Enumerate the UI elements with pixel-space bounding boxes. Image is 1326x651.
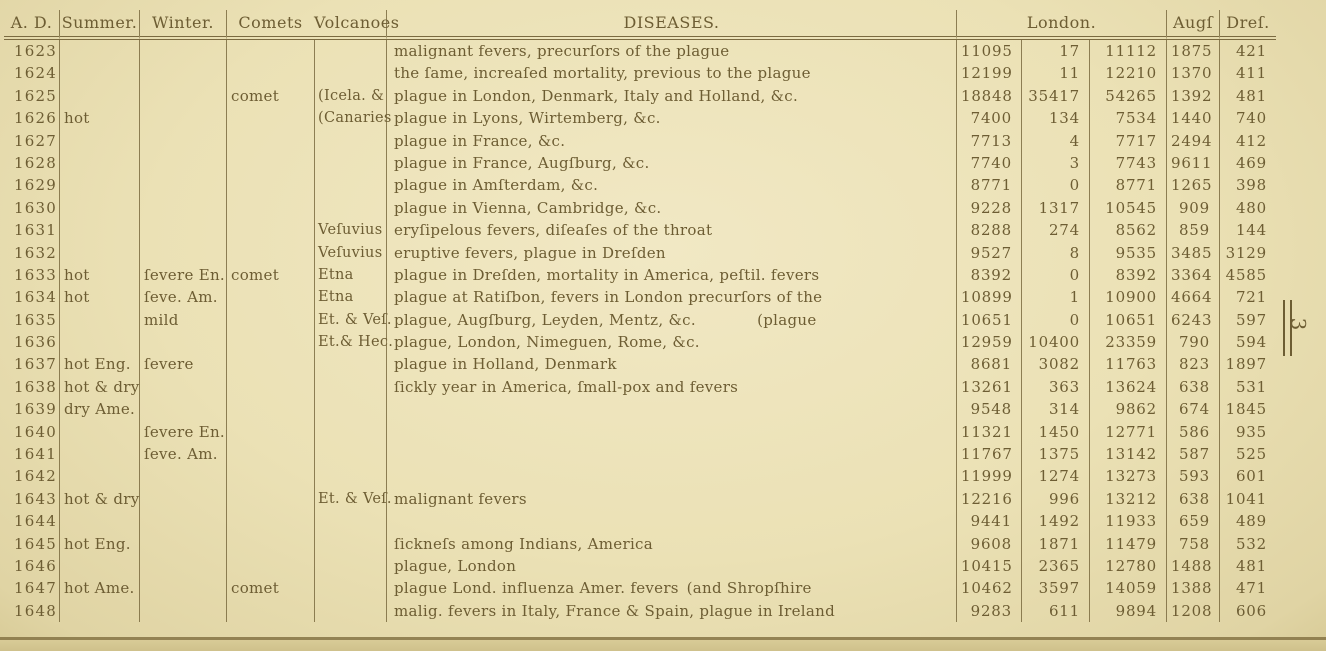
row-1638-winter <box>139 376 226 398</box>
row-1648-disease: malig. fevers in Italy, France & Spain, plague in Ireland <box>386 600 956 622</box>
row-1648-dresden: 606 <box>1219 600 1276 622</box>
row-1633-volcano: Etna <box>314 264 386 286</box>
row-1637-summer: hot Eng. <box>59 353 139 375</box>
column-header-volcanoes: Volcanoes <box>314 10 386 40</box>
row-1634-comet <box>226 286 314 308</box>
row-1631-volcano: Veſuvius <box>314 219 386 241</box>
row-1647-london-total: 14059 <box>1089 577 1166 599</box>
row-1641-augsburg: 587 <box>1166 443 1219 465</box>
row-1637-london-plague: 3082 <box>1021 353 1089 375</box>
row-1632-dresden: 3129 <box>1219 242 1276 264</box>
row-1647-volcano <box>314 577 386 599</box>
row-1636-dresden: 594 <box>1219 331 1276 353</box>
row-1645-winter <box>139 533 226 555</box>
column-header-diseases: DISEASES. <box>386 10 956 40</box>
row-1627-comet <box>226 130 314 152</box>
row-1628-london-burials: 7740 <box>956 152 1021 174</box>
row-1627-disease: plague in France, &c. <box>386 130 956 152</box>
row-1644-dresden: 489 <box>1219 510 1276 532</box>
row-1632-london-total: 9535 <box>1089 242 1166 264</box>
row-1634-year: 1634 <box>14 288 57 307</box>
row-1624-volcano <box>314 62 386 84</box>
row-1633-london-plague: 0 <box>1021 264 1089 286</box>
row-1623-dresden: 421 <box>1219 40 1276 62</box>
row-1646-london-total: 12780 <box>1089 555 1166 577</box>
row-1624-augsburg: 1370 <box>1166 62 1219 84</box>
row-1642-dresden: 601 <box>1219 465 1276 487</box>
row-1634-london-plague: 1 <box>1021 286 1089 308</box>
row-1632-comet <box>226 242 314 264</box>
column-header-summer: Summer. <box>59 10 139 40</box>
row-1632-summer <box>59 242 139 264</box>
row-1645-london-burials: 9608 <box>956 533 1021 555</box>
row-1631-winter <box>139 219 226 241</box>
row-1645-dresden: 532 <box>1219 533 1276 555</box>
row-1628-comet <box>226 152 314 174</box>
row-1643-london-total: 13212 <box>1089 488 1166 510</box>
row-1634-london-total: 10900 <box>1089 286 1166 308</box>
row-1640-disease <box>386 421 956 443</box>
row-1640-london-total: 12771 <box>1089 421 1166 443</box>
row-1648-summer <box>59 600 139 622</box>
row-1629-volcano <box>314 174 386 196</box>
row-1627-summer <box>59 130 139 152</box>
row-1628-winter <box>139 152 226 174</box>
row-1646-augsburg: 1488 <box>1166 555 1219 577</box>
row-1637-volcano <box>314 353 386 375</box>
row-1640-comet <box>226 421 314 443</box>
row-1626-comet <box>226 107 314 129</box>
row-1646-disease: plague, London <box>386 555 956 577</box>
row-1646-summer <box>59 555 139 577</box>
row-1647-augsburg: 1388 <box>1166 577 1219 599</box>
row-1639-london-burials: 9548 <box>956 398 1021 420</box>
row-1644-winter <box>139 510 226 532</box>
row-1632-volcano: Veſuvius <box>314 242 386 264</box>
row-1626-winter <box>139 107 226 129</box>
row-1647-dresden: 471 <box>1219 577 1276 599</box>
row-1639-volcano <box>314 398 386 420</box>
row-1631-disease: eryſipelous fevers, diſeaſes of the throat <box>386 219 956 241</box>
row-1644-summer <box>59 510 139 532</box>
row-1633-london-total: 8392 <box>1089 264 1166 286</box>
row-1624-london-burials: 12199 <box>956 62 1021 84</box>
row-1624-disease: the ſame, increaſed mortality, previous to the plague <box>386 62 956 84</box>
row-1642-disease <box>386 465 956 487</box>
row-1635-augsburg: 6243 <box>1166 309 1219 331</box>
row-1628-london-total: 7743 <box>1089 152 1166 174</box>
row-1633-winter: ſevere En. <box>139 264 226 286</box>
row-1625-volcano: (Icela. & <box>314 85 386 107</box>
row-1627-volcano <box>314 130 386 152</box>
row-1642-augsburg: 593 <box>1166 465 1219 487</box>
row-1635-year: 1635 <box>14 310 57 329</box>
row-1626-augsburg: 1440 <box>1166 107 1219 129</box>
row-1629-augsburg: 1265 <box>1166 174 1219 196</box>
row-1639-augsburg: 674 <box>1166 398 1219 420</box>
row-1642-summer <box>59 465 139 487</box>
row-1635-volcano: Et. & Veſ. <box>314 309 386 331</box>
row-1627-london-total: 7717 <box>1089 130 1166 152</box>
row-1625-augsburg: 1392 <box>1166 85 1219 107</box>
row-1629-london-plague: 0 <box>1021 174 1089 196</box>
row-1624-dresden: 411 <box>1219 62 1276 84</box>
row-1645-comet <box>226 533 314 555</box>
row-1639-winter <box>139 398 226 420</box>
row-1626-volcano: (Canaries <box>314 107 386 129</box>
row-1643-comet <box>226 488 314 510</box>
row-1644-comet <box>226 510 314 532</box>
row-1637-year: 1637 <box>14 355 57 374</box>
signature-mark-number: 3 <box>1286 317 1311 331</box>
row-1623-disease: malignant fevers, precurſors of the plague <box>386 40 956 62</box>
row-1634-augsburg: 4664 <box>1166 286 1219 308</box>
row-1624-london-plague: 11 <box>1021 62 1089 84</box>
row-1647-winter <box>139 577 226 599</box>
row-1643-volcano: Et. & Veſ. <box>314 488 386 510</box>
row-1646-volcano <box>314 555 386 577</box>
row-1633-london-burials: 8392 <box>956 264 1021 286</box>
row-1648-volcano <box>314 600 386 622</box>
row-1629-london-burials: 8771 <box>956 174 1021 196</box>
row-1635-winter: mild <box>139 309 226 331</box>
row-1623-london-total: 11112 <box>1089 40 1166 62</box>
row-1625-disease: plague in London, Denmark, Italy and Holland, &c. <box>386 85 956 107</box>
row-1647-summer: hot Ame. <box>59 577 139 599</box>
row-1630-disease: plague in Vienna, Cambridge, &c. <box>386 197 956 219</box>
row-1640-volcano <box>314 421 386 443</box>
row-1646-london-burials: 10415 <box>956 555 1021 577</box>
row-1641-london-burials: 11767 <box>956 443 1021 465</box>
row-1628-dresden: 469 <box>1219 152 1276 174</box>
row-1632-london-plague: 8 <box>1021 242 1089 264</box>
row-1625-dresden: 481 <box>1219 85 1276 107</box>
row-1642-volcano <box>314 465 386 487</box>
row-1624-comet <box>226 62 314 84</box>
row-1630-comet <box>226 197 314 219</box>
row-1632-winter <box>139 242 226 264</box>
row-1634-london-burials: 10899 <box>956 286 1021 308</box>
row-1624-london-total: 12210 <box>1089 62 1166 84</box>
row-1636-volcano: Et.& Hec. <box>314 331 386 353</box>
row-1645-volcano <box>314 533 386 555</box>
row-1647-london-burials: 10462 <box>956 577 1021 599</box>
row-1646-year: 1646 <box>14 556 57 575</box>
row-1648-augsburg: 1208 <box>1166 600 1219 622</box>
row-1632-year: 1632 <box>14 243 57 262</box>
row-1625-london-burials: 18848 <box>956 85 1021 107</box>
row-1637-comet <box>226 353 314 375</box>
row-1634-winter: ſeve. Am. <box>139 286 226 308</box>
row-1627-london-burials: 7713 <box>956 130 1021 152</box>
row-1640-dresden: 935 <box>1219 421 1276 443</box>
row-1637-augsburg: 823 <box>1166 353 1219 375</box>
row-1636-london-plague: 10400 <box>1021 331 1089 353</box>
row-1636-london-total: 23359 <box>1089 331 1166 353</box>
row-1636-london-burials: 12959 <box>956 331 1021 353</box>
row-1639-london-plague: 314 <box>1021 398 1089 420</box>
row-1645-year: 1645 <box>14 534 57 553</box>
row-1643-dresden: 1041 <box>1219 488 1276 510</box>
row-1627-year: 1627 <box>14 131 57 150</box>
row-1625-comet: comet <box>226 85 314 107</box>
row-1638-disease: ſickly year in America, ſmall-pox and fevers <box>386 376 956 398</box>
row-1636-year: 1636 <box>14 333 57 352</box>
row-1630-london-plague: 1317 <box>1021 197 1089 219</box>
row-1629-dresden: 398 <box>1219 174 1276 196</box>
column-header-dresden: Dreſ. <box>1219 10 1276 40</box>
row-1629-disease: plague in Amſterdam, &c. <box>386 174 956 196</box>
row-1643-winter <box>139 488 226 510</box>
row-1627-augsburg: 2494 <box>1166 130 1219 152</box>
row-1648-london-plague: 611 <box>1021 600 1089 622</box>
row-1631-year: 1631 <box>14 221 57 240</box>
row-1634-dresden: 721 <box>1219 286 1276 308</box>
row-1633-comet: comet <box>226 264 314 286</box>
row-1633-disease: plague in Dreſden, mortality in America, peſtil. fevers <box>386 264 956 286</box>
row-1643-london-burials: 12216 <box>956 488 1021 510</box>
column-header-augsburg: Augſ <box>1166 10 1219 40</box>
row-1642-year: 1642 <box>14 467 57 486</box>
row-1631-dresden: 144 <box>1219 219 1276 241</box>
row-1633-summer: hot <box>59 264 139 286</box>
row-1624-year: 1624 <box>14 64 57 83</box>
row-1625-winter <box>139 85 226 107</box>
row-1630-winter <box>139 197 226 219</box>
row-1629-year: 1629 <box>14 176 57 195</box>
row-1633-dresden: 4585 <box>1219 264 1276 286</box>
row-1623-comet <box>226 40 314 62</box>
row-1630-augsburg: 909 <box>1166 197 1219 219</box>
row-1635-disease: plague, Augſburg, Leyden, Mentz, &c. (plague <box>386 309 956 331</box>
row-1640-winter: ſevere En. <box>139 421 226 443</box>
row-1634-summer: hot <box>59 286 139 308</box>
row-1644-year: 1644 <box>14 512 57 531</box>
row-1629-london-total: 8771 <box>1089 174 1166 196</box>
row-1631-summer <box>59 219 139 241</box>
row-1640-augsburg: 586 <box>1166 421 1219 443</box>
row-1638-volcano <box>314 376 386 398</box>
row-1647-london-plague: 3597 <box>1021 577 1089 599</box>
row-1648-winter <box>139 600 226 622</box>
row-1631-comet <box>226 219 314 241</box>
row-1637-london-burials: 8681 <box>956 353 1021 375</box>
row-1646-comet <box>226 555 314 577</box>
row-1645-disease: ſickneſs among Indians, America <box>386 533 956 555</box>
row-1641-london-total: 13142 <box>1089 443 1166 465</box>
row-1648-year: 1648 <box>14 601 57 620</box>
row-1631-london-total: 8562 <box>1089 219 1166 241</box>
row-1629-winter <box>139 174 226 196</box>
row-1625-london-total: 54265 <box>1089 85 1166 107</box>
row-1629-comet <box>226 174 314 196</box>
row-1628-volcano <box>314 152 386 174</box>
row-1626-summer: hot <box>59 107 139 129</box>
row-1648-comet <box>226 600 314 622</box>
row-1637-london-total: 11763 <box>1089 353 1166 375</box>
row-1642-comet <box>226 465 314 487</box>
column-header-year: A. D. <box>4 10 59 40</box>
row-1635-dresden: 597 <box>1219 309 1276 331</box>
row-1644-london-burials: 9441 <box>956 510 1021 532</box>
column-header-comets: Comets <box>226 10 314 40</box>
row-1639-dresden: 1845 <box>1219 398 1276 420</box>
row-1638-augsburg: 638 <box>1166 376 1219 398</box>
row-1630-year: 1630 <box>14 198 57 217</box>
row-1647-disease: plague Lond. influenza Amer. fevers (and Shropſhire <box>386 577 956 599</box>
row-1646-dresden: 481 <box>1219 555 1276 577</box>
row-1629-summer <box>59 174 139 196</box>
row-1644-augsburg: 659 <box>1166 510 1219 532</box>
row-1641-year: 1641 <box>14 445 57 464</box>
row-1638-year: 1638 <box>14 377 57 396</box>
row-1632-augsburg: 3485 <box>1166 242 1219 264</box>
row-1641-comet <box>226 443 314 465</box>
row-1625-summer <box>59 85 139 107</box>
row-1623-summer <box>59 40 139 62</box>
row-1638-dresden: 531 <box>1219 376 1276 398</box>
row-1643-summer: hot & dry <box>59 488 139 510</box>
row-1627-winter <box>139 130 226 152</box>
row-1641-disease <box>386 443 956 465</box>
row-1642-winter <box>139 465 226 487</box>
row-1645-london-total: 11479 <box>1089 533 1166 555</box>
row-1623-augsburg: 1875 <box>1166 40 1219 62</box>
row-1646-winter <box>139 555 226 577</box>
row-1624-winter <box>139 62 226 84</box>
row-1638-london-plague: 363 <box>1021 376 1089 398</box>
row-1639-comet <box>226 398 314 420</box>
row-1626-year: 1626 <box>14 109 57 128</box>
row-1645-augsburg: 758 <box>1166 533 1219 555</box>
row-1639-disease <box>386 398 956 420</box>
row-1647-comet: comet <box>226 577 314 599</box>
row-1636-comet <box>226 331 314 353</box>
row-1630-london-total: 10545 <box>1089 197 1166 219</box>
row-1628-summer <box>59 152 139 174</box>
row-1633-year: 1633 <box>14 265 57 284</box>
row-1625-london-plague: 35417 <box>1021 85 1089 107</box>
row-1626-dresden: 740 <box>1219 107 1276 129</box>
row-1637-dresden: 1897 <box>1219 353 1276 375</box>
row-1626-london-plague: 134 <box>1021 107 1089 129</box>
column-header-winter: Winter. <box>139 10 226 40</box>
row-1646-london-plague: 2365 <box>1021 555 1089 577</box>
row-1635-london-total: 10651 <box>1089 309 1166 331</box>
row-1635-comet <box>226 309 314 331</box>
row-1623-winter <box>139 40 226 62</box>
row-1639-london-total: 9862 <box>1089 398 1166 420</box>
row-1637-disease: plague in Holland, Denmark <box>386 353 956 375</box>
row-1644-disease <box>386 510 956 532</box>
row-1637-winter: ſevere <box>139 353 226 375</box>
row-1639-year: 1639 <box>14 400 57 419</box>
row-1641-volcano <box>314 443 386 465</box>
row-1638-london-burials: 13261 <box>956 376 1021 398</box>
row-1644-london-total: 11933 <box>1089 510 1166 532</box>
row-1641-winter: ſeve. Am. <box>139 443 226 465</box>
row-1640-summer <box>59 421 139 443</box>
row-1642-london-plague: 1274 <box>1021 465 1089 487</box>
row-1635-summer <box>59 309 139 331</box>
row-1641-dresden: 525 <box>1219 443 1276 465</box>
page-bottom-edge <box>0 640 1326 651</box>
row-1640-london-plague: 1450 <box>1021 421 1089 443</box>
row-1625-year: 1625 <box>14 86 57 105</box>
row-1648-london-total: 9894 <box>1089 600 1166 622</box>
row-1623-volcano <box>314 40 386 62</box>
row-1636-summer <box>59 331 139 353</box>
row-1626-london-burials: 7400 <box>956 107 1021 129</box>
row-1630-summer <box>59 197 139 219</box>
row-1631-augsburg: 859 <box>1166 219 1219 241</box>
row-1627-london-plague: 4 <box>1021 130 1089 152</box>
mortality-table <box>4 10 1276 622</box>
row-1644-london-plague: 1492 <box>1021 510 1089 532</box>
row-1643-disease: malignant fevers <box>386 488 956 510</box>
row-1626-disease: plague in Lyons, Wirtemberg, &c. <box>386 107 956 129</box>
row-1635-london-plague: 0 <box>1021 309 1089 331</box>
row-1630-london-burials: 9228 <box>956 197 1021 219</box>
row-1623-london-plague: 17 <box>1021 40 1089 62</box>
row-1640-london-burials: 11321 <box>956 421 1021 443</box>
row-1642-london-burials: 11999 <box>956 465 1021 487</box>
row-1639-summer: dry Ame. <box>59 398 139 420</box>
row-1648-london-burials: 9283 <box>956 600 1021 622</box>
row-1642-london-total: 13273 <box>1089 465 1166 487</box>
row-1645-london-plague: 1871 <box>1021 533 1089 555</box>
row-1636-winter <box>139 331 226 353</box>
row-1628-year: 1628 <box>14 153 57 172</box>
row-1643-year: 1643 <box>14 489 57 508</box>
row-1636-disease: plague, London, Nimeguen, Rome, &c. <box>386 331 956 353</box>
row-1623-year: 1623 <box>14 42 57 60</box>
row-1640-year: 1640 <box>14 422 57 441</box>
row-1634-disease: plague at Ratiſbon, fevers in London precurſors of the <box>386 286 956 308</box>
row-1627-dresden: 412 <box>1219 130 1276 152</box>
row-1638-summer: hot & dry <box>59 376 139 398</box>
row-1635-london-burials: 10651 <box>956 309 1021 331</box>
row-1643-london-plague: 996 <box>1021 488 1089 510</box>
row-1628-london-plague: 3 <box>1021 152 1089 174</box>
row-1645-summer: hot Eng. <box>59 533 139 555</box>
row-1623-london-burials: 11095 <box>956 40 1021 62</box>
column-header-london: London. <box>956 10 1166 40</box>
row-1647-year: 1647 <box>14 579 57 598</box>
row-1632-disease: eruptive fevers, plague in Dreſden <box>386 242 956 264</box>
row-1643-augsburg: 638 <box>1166 488 1219 510</box>
row-1641-london-plague: 1375 <box>1021 443 1089 465</box>
row-1630-dresden: 480 <box>1219 197 1276 219</box>
row-1634-volcano: Etna <box>314 286 386 308</box>
row-1631-london-plague: 274 <box>1021 219 1089 241</box>
row-1630-volcano <box>314 197 386 219</box>
row-1628-disease: plague in France, Augſburg, &c. <box>386 152 956 174</box>
row-1633-augsburg: 3364 <box>1166 264 1219 286</box>
row-1626-london-total: 7534 <box>1089 107 1166 129</box>
row-1631-london-burials: 8288 <box>956 219 1021 241</box>
row-1632-london-burials: 9527 <box>956 242 1021 264</box>
row-1644-volcano <box>314 510 386 532</box>
row-1624-summer <box>59 62 139 84</box>
row-1628-augsburg: 9611 <box>1166 152 1219 174</box>
row-1641-summer <box>59 443 139 465</box>
row-1638-comet <box>226 376 314 398</box>
row-1636-augsburg: 790 <box>1166 331 1219 353</box>
row-1638-london-total: 13624 <box>1089 376 1166 398</box>
